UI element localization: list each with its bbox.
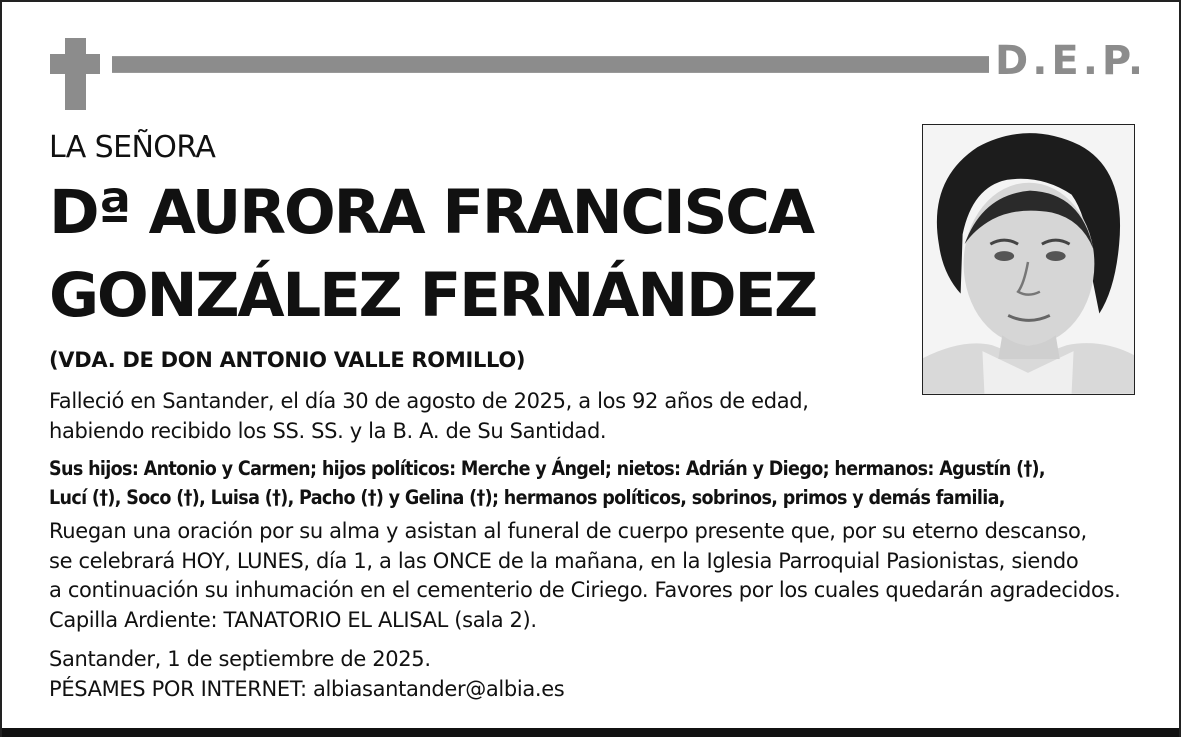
dep-label: D.E.P. bbox=[995, 38, 1148, 84]
funeral-line: Capilla Ardiente: TANATORIO EL ALISAL (sala 2). bbox=[49, 607, 537, 632]
family-list bbox=[49, 454, 1045, 512]
closing-block bbox=[49, 645, 564, 704]
widow-note: (VDA. DE DON ANTONIO VALLE ROMILLO) bbox=[49, 348, 526, 372]
condolences-email: PÉSAMES POR INTERNET: albiasantander@albia.es bbox=[49, 676, 565, 701]
funeral-line: se celebrará HOY, LUNES, día 1, a las ONCE de la mañana, en la Iglesia Parroquial Pasionistas, siendo bbox=[49, 548, 1079, 573]
deceased-name-line-2: GONZÁLEZ FERNÁNDEZ bbox=[49, 260, 816, 331]
title-prefix: LA SEÑORA bbox=[49, 130, 216, 165]
family-line: Lucí (†), Soco (†), Luisa (†), Pacho (†) y Gelina (†); hermanos políticos, sobrinos, primos y demás familia, bbox=[49, 486, 1005, 509]
place-date: Santander, 1 de septiembre de 2025. bbox=[49, 647, 431, 671]
bottom-rule bbox=[2, 728, 1179, 737]
funeral-details bbox=[49, 517, 1120, 635]
funeral-line: Ruegan una oración por su alma y asistan al funeral de cuerpo presente que, por su eterno descanso, bbox=[49, 519, 1087, 543]
death-notice bbox=[49, 387, 809, 446]
deceased-name-line-1: Dª AURORA FRANCISCA bbox=[49, 177, 813, 248]
family-line: Sus hijos: Antonio y Carmen; hijos políticos: Merche y Ángel; nietos: Adrián y Diego; hermanos: Agustín (†), bbox=[49, 457, 1045, 480]
header-rule bbox=[112, 56, 989, 73]
death-notice-line: habiendo recibido los SS. SS. y la B. A. de Su Santidad. bbox=[49, 418, 607, 443]
portrait-photo bbox=[922, 124, 1135, 395]
death-notice-line: Falleció en Santander, el día 30 de agosto de 2025, a los 92 años de edad, bbox=[49, 389, 809, 413]
funeral-line: a continuación su inhumación en el cementerio de Ciriego. Favores por los cuales quedarán agradecidos. bbox=[49, 578, 1121, 602]
